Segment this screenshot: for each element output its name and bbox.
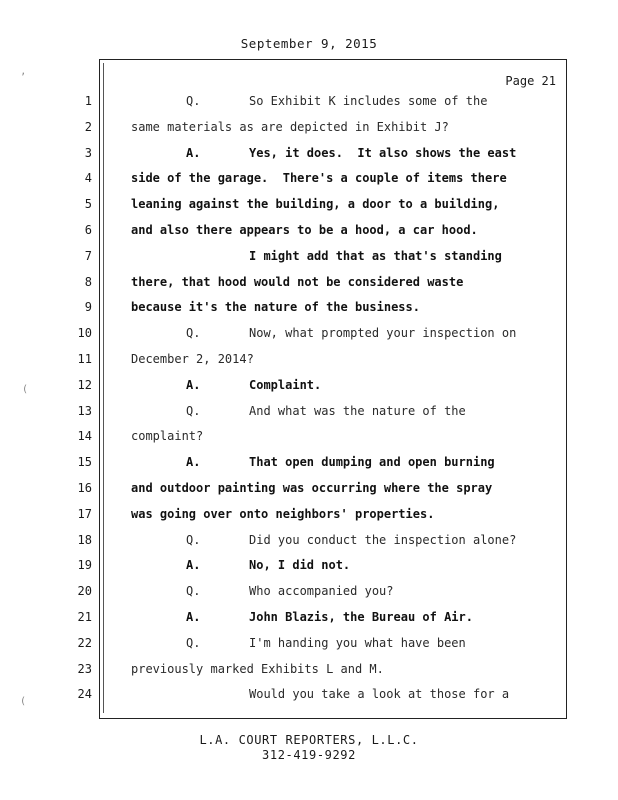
transcript-line-text: I'm handing you what have been <box>249 635 466 650</box>
transcript-line-text: Now, what prompted your inspection on <box>249 326 517 341</box>
line-number: 14 <box>77 429 92 444</box>
scan-mark: ʼ <box>20 72 27 83</box>
line-number: 10 <box>77 326 92 341</box>
transcript-line-text: That open dumping and open burning <box>249 455 495 470</box>
transcript-line-text: So Exhibit K includes some of the <box>249 94 488 108</box>
line-number: 20 <box>77 584 92 599</box>
transcript-line-text: and also there appears to be a hood, a car hood. <box>131 223 478 237</box>
page-number: Page 21 <box>505 74 556 88</box>
transcript-line-text: Did you conduct the inspection alone? <box>249 532 517 547</box>
transcript-line-text: there, that hood would not be considered waste <box>131 274 464 289</box>
question-label: Q. <box>186 532 201 547</box>
transcript-line-text: side of the garage. There's a couple of items there <box>131 171 507 186</box>
question-label: Q. <box>186 635 201 650</box>
question-label: Q. <box>186 94 201 108</box>
line-number: 4 <box>84 171 92 186</box>
transcript-line-text: I might add that as that's standing <box>249 248 502 263</box>
transcript-date-header: September 9, 2015 <box>240 36 378 51</box>
line-number: 1 <box>84 94 92 108</box>
transcript-line-text: Who accompanied you? <box>249 584 394 599</box>
line-number: 21 <box>77 610 92 624</box>
transcript-line-text: John Blazis, the Bureau of Air. <box>249 610 473 624</box>
question-label: Q. <box>186 403 201 418</box>
transcript-line-text: Yes, it does. It also shows the east <box>249 145 517 160</box>
line-number: 13 <box>77 403 92 418</box>
scan-mark: ( <box>22 384 29 395</box>
answer-label: A. <box>186 558 201 573</box>
line-number: 16 <box>77 481 92 495</box>
question-label: Q. <box>186 326 201 341</box>
transcript-line-text: because it's the nature of the business. <box>131 300 420 315</box>
line-number: 2 <box>84 119 92 134</box>
line-number: 8 <box>84 274 92 289</box>
transcript-line-text: previously marked Exhibits L and M. <box>131 661 384 676</box>
line-number: 6 <box>84 223 92 237</box>
transcript-line-text: Complaint. <box>249 377 322 392</box>
answer-label: A. <box>186 145 201 160</box>
line-number: 18 <box>77 532 92 547</box>
answer-label: A. <box>186 610 201 624</box>
court-reporter-phone: 312-419-9292 <box>262 748 356 762</box>
line-number: 12 <box>77 377 92 392</box>
line-number: 24 <box>77 687 92 702</box>
transcript-line-text: leaning against the building, a door to a building, <box>131 197 500 212</box>
line-number: 15 <box>77 455 92 470</box>
line-number: 22 <box>77 635 92 650</box>
line-number: 3 <box>84 145 92 160</box>
line-number: 19 <box>77 558 92 573</box>
line-number: 9 <box>84 300 92 315</box>
scan-mark: ( <box>20 696 27 707</box>
transcript-line-text: No, I did not. <box>249 558 351 573</box>
transcript-line-text: And what was the nature of the <box>249 403 466 418</box>
line-number: 5 <box>84 197 92 212</box>
transcript-line-text: Would you take a look at those for a <box>249 687 510 702</box>
answer-label: A. <box>186 377 201 392</box>
transcript-line-text: same materials as are depicted in Exhibit J? <box>131 119 449 134</box>
line-number: 11 <box>77 352 92 366</box>
transcript-line-text: December 2, 2014? <box>131 352 254 366</box>
transcript-line-text: was going over onto neighbors' properties. <box>131 506 435 521</box>
line-number: 23 <box>77 661 92 676</box>
line-number: 17 <box>77 506 92 521</box>
line-number: 7 <box>84 248 92 263</box>
question-label: Q. <box>186 584 201 599</box>
court-reporter-name: L.A. COURT REPORTERS, L.L.C. <box>199 733 419 747</box>
frame-margin-rule <box>103 63 104 713</box>
transcript-line-text: and outdoor painting was occurring where the spray <box>131 481 493 495</box>
transcript-line-text: complaint? <box>131 429 204 444</box>
answer-label: A. <box>186 455 201 470</box>
